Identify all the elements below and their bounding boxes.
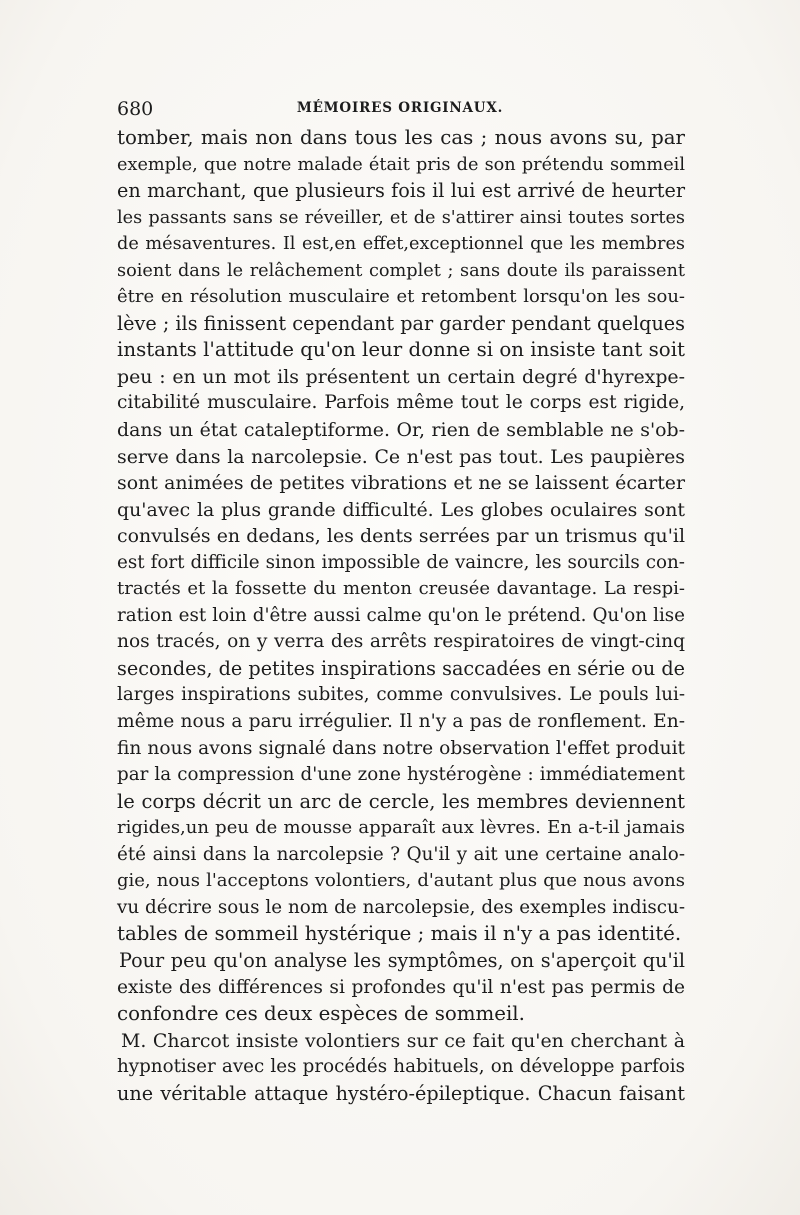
- text-line: existe des différences si profondes qu'il n'est pas permis de: [117, 976, 685, 998]
- text-line: serve dans la narcolepsie. Ce n'est pas tout. Les paupières: [117, 445, 685, 468]
- running-title: MÉMOIRES ORIGINAUX.: [296, 100, 504, 116]
- text-line: instants l'attitude qu'on leur donne si on insiste tant soit: [117, 338, 685, 362]
- text-line: tables de sommeil hystérique ; mais il n'y a pas identité.: [117, 922, 682, 946]
- text-line: même nous a paru irrégulier. Il n'y a pas de ronflement. En-: [117, 711, 685, 733]
- text-line: les passants sans se réveiller, et de s'attirer ainsi toutes sortes: [117, 207, 685, 228]
- text-line: convulsés en dedans, les dents serrées par un trismus qu'il: [117, 525, 685, 548]
- text-line: tomber, mais non dans tous les cas ; nous avons su, par: [117, 126, 685, 149]
- text-line: nos tracés, on y verra des arrêts respiratoires de vingt-cinq: [117, 631, 685, 653]
- text-line: être en résolution musculaire et retombent lorsqu'on les sou-: [117, 286, 685, 308]
- text-line: vu décrire sous le nom de narcolepsie, des exemples indiscu-: [117, 896, 685, 918]
- text-line: en marchant, que plusieurs fois il lui est arrivé de heurter: [117, 179, 685, 203]
- text-line: tractés et la fossette du menton creusée davantage. La respi-: [117, 578, 685, 600]
- text-line: larges inspirations subites, comme convulsives. Le pouls lui-: [117, 684, 685, 706]
- text-line: secondes, de petites inspirations saccadées en série ou de: [117, 656, 685, 680]
- text-line: fin nous avons signalé dans notre observation l'effet produit: [117, 737, 685, 759]
- text-line: Pour peu qu'on analyse les symptômes, on s'aperçoit qu'il: [119, 948, 685, 972]
- text-line: une véritable attaque hystéro-épileptique. Chacun faisant: [117, 1081, 685, 1105]
- text-line: ration est loin d'être aussi calme qu'on le prétend. Qu'on lise: [117, 604, 685, 626]
- text-line: M. Charcot insiste volontiers sur ce fait qu'en cherchant à: [121, 1029, 685, 1052]
- page-number: 680: [117, 98, 154, 120]
- text-line: le corps décrit un arc de cercle, les membres deviennent: [117, 789, 685, 813]
- text-line: lève ; ils finissent cependant par garder pendant quelques: [117, 311, 685, 335]
- text-line: soient dans le relâchement complet ; sans doute ils paraissent: [117, 260, 685, 281]
- text-line: est fort difficile sinon impossible de vaincre, les sourcils con-: [117, 551, 685, 573]
- text-line: confondre ces deux espèces de sommeil.: [117, 1002, 525, 1026]
- text-line: gie, nous l'acceptons volontiers, d'autant plus que nous avons: [117, 870, 685, 892]
- text-line: citabilité musculaire. Parfois même tout le corps est rigide,: [117, 392, 685, 414]
- text-line: par la compression d'une zone hystérogène : immédiatement: [117, 764, 685, 786]
- text-line: dans un état cataleptiforme. Or, rien de semblable ne s'ob-: [117, 419, 685, 442]
- text-line: sont animées de petites vibrations et ne se laissent écarter: [117, 472, 685, 495]
- text-line: peu : en un mot ils présentent un certain degré d'hyrexpe-: [117, 365, 685, 388]
- page-header: [112, 98, 688, 124]
- text-line: hypnotiser avec les procédés habituels, on développe parfois: [117, 1056, 685, 1078]
- text-line: exemple, que notre malade était pris de son prétendu sommeil: [117, 154, 685, 175]
- text-line: de mésaventures. Il est,en effet,exceptionnel que les membres: [117, 234, 685, 255]
- text-line: qu'avec la plus grande difficulté. Les globes oculaires sont: [117, 498, 685, 521]
- text-line: été ainsi dans la narcolepsie ? Qu'il y ait une certaine analo-: [117, 843, 685, 865]
- text-line: rigides,un peu de mousse apparaît aux lèvres. En a-t-il jamais: [117, 817, 685, 839]
- body-text: [117, 125, 685, 1107]
